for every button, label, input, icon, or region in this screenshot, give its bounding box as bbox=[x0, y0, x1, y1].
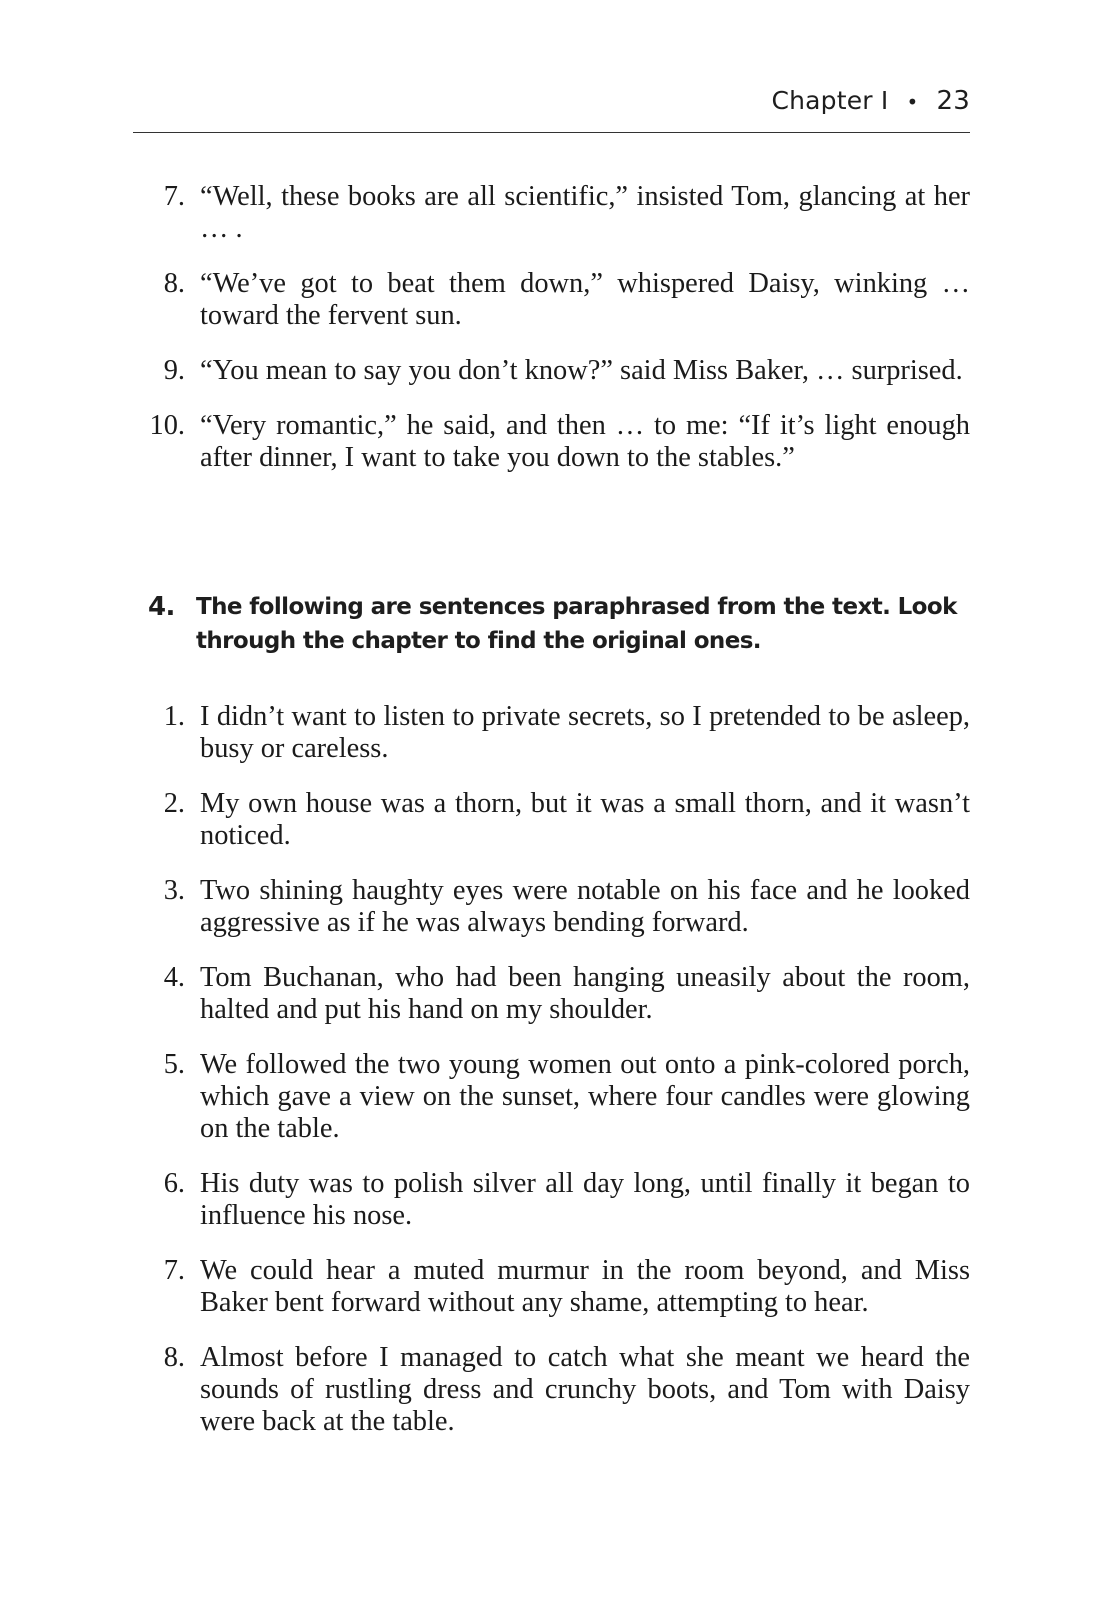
exercise-heading bbox=[148, 590, 970, 658]
item-number: 7. bbox=[163, 181, 185, 212]
question-list-continued bbox=[133, 181, 970, 497]
page-number: 23 bbox=[936, 86, 970, 116]
item-number: 10. bbox=[149, 410, 185, 441]
item-text: “Well, these books are all scientific,” insisted Tom, glancing at her … . bbox=[200, 181, 970, 244]
list-item bbox=[133, 1168, 970, 1232]
item-text: “You mean to say you don’t know?” said Miss Baker, … surprised. bbox=[200, 355, 963, 386]
item-number: 2. bbox=[163, 788, 185, 819]
item-text: We could hear a muted murmur in the room beyond, and Miss Baker bent forward without any shame, attempting to hear. bbox=[200, 1255, 970, 1318]
item-text: “Very romantic,” he said, and then … to me: “If it’s light enough after dinner, I want to take you down to the stables.” bbox=[200, 410, 970, 473]
list-item bbox=[133, 1342, 970, 1438]
paraphrase-list bbox=[133, 701, 970, 1461]
item-number: 6. bbox=[163, 1168, 185, 1199]
item-number: 3. bbox=[163, 875, 185, 906]
item-text: His duty was to polish silver all day long, until finally it began to influence his nose. bbox=[200, 1168, 970, 1231]
list-item bbox=[133, 268, 970, 332]
list-item bbox=[133, 875, 970, 939]
chapter-title: Chapter I bbox=[771, 86, 889, 115]
item-text: “We’ve got to beat them down,” whispered Daisy, winking … toward the fervent sun. bbox=[200, 268, 970, 331]
item-text: My own house was a thorn, but it was a small thorn, and it wasn’t noticed. bbox=[200, 788, 970, 851]
list-item bbox=[133, 1255, 970, 1319]
item-number: 8. bbox=[163, 1342, 185, 1373]
item-text: Two shining haughty eyes were notable on his face and he looked aggressive as if he was always bending forward. bbox=[200, 875, 970, 938]
item-text: Tom Buchanan, who had been hanging uneasily about the room, halted and put his hand on my shoulder. bbox=[200, 962, 970, 1025]
item-number: 5. bbox=[163, 1049, 185, 1080]
list-item bbox=[133, 962, 970, 1026]
item-text: We followed the two young women out onto a pink-colored porch, which gave a view on the sunset, where four candles were glowing on the table. bbox=[200, 1049, 970, 1144]
list-item bbox=[133, 788, 970, 852]
list-item bbox=[133, 701, 970, 765]
item-number: 4. bbox=[163, 962, 185, 993]
list-item bbox=[133, 1049, 970, 1145]
header-separator: • bbox=[906, 90, 919, 114]
exercise-number: 4. bbox=[148, 592, 175, 622]
list-item bbox=[133, 355, 970, 387]
list-item bbox=[133, 181, 970, 245]
running-head bbox=[133, 86, 970, 133]
item-number: 7. bbox=[163, 1255, 185, 1286]
item-number: 9. bbox=[163, 355, 185, 386]
item-text: Almost before I managed to catch what she meant we heard the sounds of rustling dress and crunchy boots, and Tom with Daisy were back at the table. bbox=[200, 1342, 970, 1437]
item-number: 8. bbox=[163, 268, 185, 299]
exercise-instruction: The following are sentences paraphrased from the text. Look through the chapter to find the original ones. bbox=[196, 594, 957, 654]
item-text: I didn’t want to listen to private secrets, so I pretended to be asleep, busy or careless. bbox=[200, 701, 970, 764]
item-number: 1. bbox=[163, 701, 185, 732]
list-item bbox=[133, 410, 970, 474]
